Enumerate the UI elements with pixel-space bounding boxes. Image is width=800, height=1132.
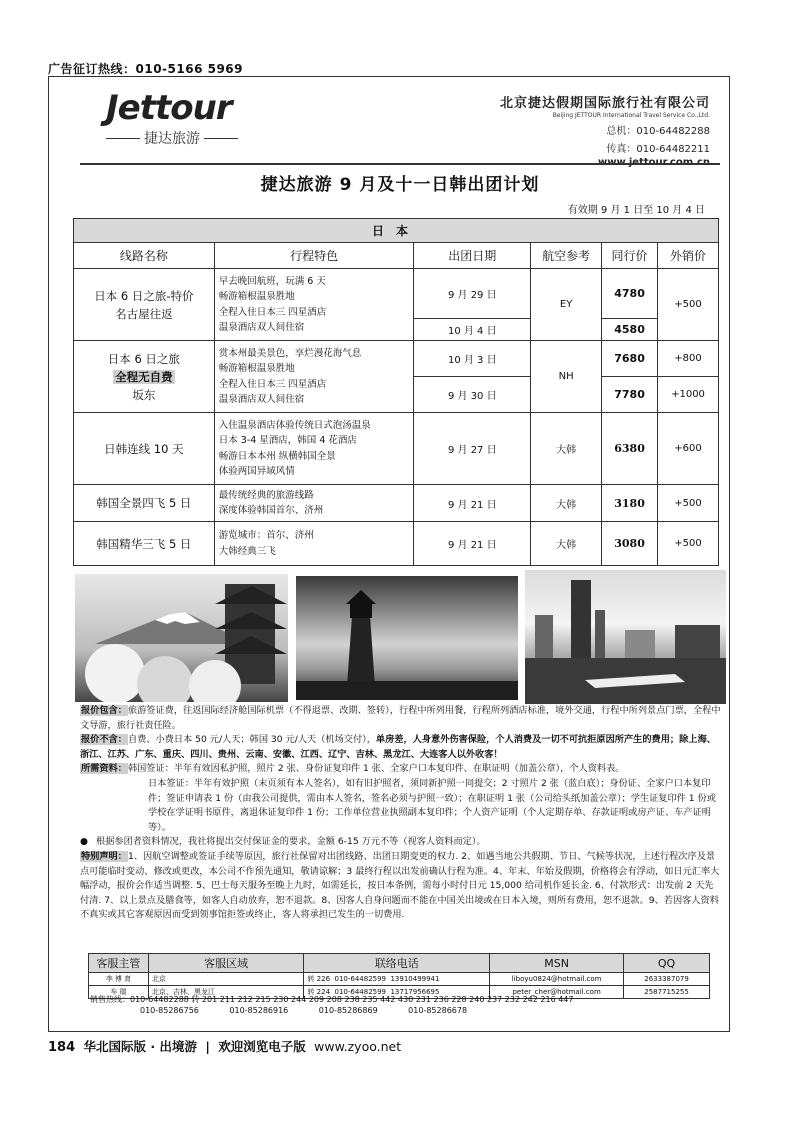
company-fax: 传真：010-64482211: [606, 144, 710, 155]
feature-line: 畅游箱根温泉胜地: [218, 291, 295, 302]
svc-mobile: 13717956695: [390, 988, 440, 996]
route-features: [214, 341, 414, 413]
col-date: 出团日期: [414, 243, 531, 269]
table-row: [74, 485, 719, 522]
svc-msn[interactable]: peter_cher@hotmail.com: [490, 986, 624, 999]
peer-price: 3080: [602, 522, 658, 566]
ad-hotline: 广告征订热线：010-5166 5969: [48, 62, 244, 76]
svc-tel: 010-64482599: [334, 988, 387, 996]
customer-service-table: [88, 953, 710, 999]
sales-line-1: 销售热线：010-64482288 转 201 211 212 215 230 244 209 208 238 235 442 430 231 236 228 240 237 232 242 216 447: [90, 995, 574, 1004]
header-divider: [80, 163, 720, 165]
svc-name: 李 博 育: [89, 973, 149, 986]
logo-brand: Jettour: [106, 88, 232, 128]
feature-line: 全程入住日本三 四星酒店: [218, 378, 327, 390]
page-footer: [48, 1037, 401, 1055]
departure-date: 9 月 29 日: [414, 269, 531, 319]
peer-price: 7680: [602, 341, 658, 377]
route-features: [214, 485, 414, 522]
feature-line: 日本 3-4 星酒店，韩国 4 花酒店: [218, 435, 357, 446]
feature-line: 入住温泉酒店体验传统日式泡汤温泉: [218, 419, 371, 431]
svc-qq: 2587715255: [624, 986, 710, 999]
route-name: [74, 269, 215, 341]
feature-line: 最传统经典的旅游线路: [218, 489, 314, 501]
col-peer-price: 同行价: [602, 243, 658, 269]
col-retail-price: 外销价: [658, 243, 719, 269]
docs-korea: 韩国签证：半年有效因私护照，照片 2 张、身份证复印件 1 张、全家户口本复印件、在职证明（加盖公章），个人资料表。: [127, 763, 625, 775]
route-line: 日本 6 日之旅: [107, 351, 180, 366]
airline: 大韩: [531, 522, 602, 566]
footer-url[interactable]: www.zyoo.net: [314, 1039, 402, 1054]
terms-notes: [80, 704, 722, 923]
lighthouse-photo: [296, 576, 518, 700]
airline: EY: [531, 269, 602, 341]
table-row: [74, 522, 719, 566]
table-header-row: [74, 243, 719, 269]
retail-price: +1000: [658, 377, 719, 413]
feature-line: 畅游日本本州 纵横韩国全景: [218, 450, 336, 462]
company-name-cn: 北京捷达假期国际旅行社有限公司: [499, 96, 710, 111]
footer-section: 华北国际版 · 出境游: [83, 1039, 197, 1054]
feature-line: 全程入住日本三 四星酒店: [218, 306, 327, 318]
airline: NH: [531, 341, 602, 413]
city-skyline-photo: [525, 570, 726, 704]
peer-price: 6380: [602, 413, 658, 485]
excluded-text-a: 自费、小费日本 50 元/人天；韩国 30 元/人天（机场交付），: [127, 734, 376, 746]
special-text: 1、因航空调整或签证手续等原因，旅行社保留对出团线路、出团日期变更的权力. 2、如遇当地公共假期、节日、气候等状况，上述行程次序及景点可能临时变动、修改或更改，本公司不作预先通知，敬请谅解；3 最终行程以出发前确认行程为准。4、年末、年始及假期，价格将会有浮动，如日元汇率大幅浮动，报价会作适当调整. 5、巴士每天服务至晚上九时，如需延长，按日本条例，需每小时付日元 15,000 给司机作延长金. 6、付款形式：出发前 2 天先付清. 7、以上景点及膳食等，如客人自动放弃，恕不退款。8、因客人自身问题而不能在中国关出境或在日本入境，则所有费用，恕不退款。9、若因客人资料不真实或其它客观原因而受到领事馆拒签或终止，客人将承担已发生的一切费用.: [80, 850, 720, 921]
feature-line: 温泉酒店双人间住宿: [218, 394, 305, 405]
retail-price: +500: [658, 269, 719, 341]
col-route: 线路名称: [74, 243, 215, 269]
route-line: 坂东: [132, 387, 156, 402]
company-name-en: Beijing JETTOUR International Travel Service Co.,Ltd.: [552, 112, 710, 119]
excluded-label: 报价不含：: [81, 734, 127, 746]
svc-col-manager: 客服主管: [89, 954, 149, 973]
included-note: [80, 704, 722, 733]
docs-note: [80, 762, 722, 777]
route-name: 日韩连线 10 天: [74, 413, 215, 485]
svc-name: 车 瑞: [89, 986, 149, 999]
docs-label: 所需资料：: [81, 763, 127, 775]
airline: 大韩: [531, 485, 602, 522]
peer-price: 7780: [602, 377, 658, 413]
docs-japan: 日本签证：半年有效护照（末页须有本人签名），如有旧护照者，须同新护照一同提交；2 寸照片 2 张（蓝白底）；身份证、全家户口本复印件；签证申请表 1 份（由我公司提供，需由本人签名，签名必须与护照一致）；在职证明 1 张（公司给头纸加盖公章）；学生证复印件 1 份或学校在学证明书原件，离退休证复印件 1 份；工作单位营业执照副本复印件；个人资产证明（个人定期存单、存款证明或房产证、车产证明等）。: [148, 777, 716, 833]
route-features: [214, 269, 414, 341]
peer-price: 4580: [602, 319, 658, 341]
company-info: [500, 92, 710, 168]
jettour-logo: [106, 90, 238, 152]
route-line: 名古屋往返: [115, 306, 173, 321]
route-line: 日本 6 日之旅-特价: [94, 288, 194, 303]
validity-period: 有效期 9 月 1 日至 10 月 4 日: [567, 205, 705, 216]
svc-col-phone: 联络电话: [304, 954, 490, 973]
retail-price: +800: [658, 341, 719, 377]
feature-line: 温泉酒店双人间住宿: [218, 322, 305, 333]
sales-hotline: [90, 994, 573, 1016]
peer-price: 3180: [602, 485, 658, 522]
sales-line-2: 010-85286756 010-85286916 010-85286869 010-85286678: [140, 1006, 468, 1015]
svc-area: 北京、吉林、黑龙江: [148, 986, 304, 999]
svc-col-area: 客服区域: [148, 954, 304, 973]
retail-price: +600: [658, 413, 719, 485]
photo-strip: [75, 570, 726, 704]
departure-date: 9 月 30 日: [414, 377, 531, 413]
table-row: [74, 269, 719, 319]
svc-area: 北京: [148, 973, 304, 986]
logo-sub: [106, 128, 238, 148]
svc-header-row: [89, 954, 710, 973]
col-features: 行程特色: [214, 243, 414, 269]
peer-price: 4780: [602, 269, 658, 319]
special-label: 特别声明：: [81, 850, 127, 862]
feature-line: 赏本州最美景色，享烂漫花海气息: [218, 347, 362, 359]
retail-price: +500: [658, 485, 719, 522]
excluded-note: [80, 733, 722, 762]
svc-ext: 转 226: [307, 975, 331, 983]
svc-qq: 2633387079: [624, 973, 710, 986]
retail-price: +500: [658, 522, 719, 566]
feature-line: 深度体验韩国首尔、济州: [218, 505, 324, 516]
airline: 大韩: [531, 413, 602, 485]
svc-tel: 010-64482599: [334, 975, 387, 983]
departure-date: 9 月 27 日: [414, 413, 531, 485]
feature-line: 游览城市：首尔、济州: [218, 530, 314, 541]
route-name: 韩国全景四飞 5 日: [74, 485, 215, 522]
feature-line: 大韩经典三飞: [218, 545, 276, 557]
included-text: 旅游签证费，往返国际经济舱国际机票（不得退票、改期、签转），行程中所列用餐，行程所列酒店标准，境外交通，行程中所列景点门票，全程中文导游，旅行社责任险。: [80, 705, 721, 731]
no-extra-fee-badge: 全程无自费: [115, 369, 173, 384]
svc-col-msn: MSN: [490, 954, 624, 973]
svc-mobile: 13910499941: [390, 975, 440, 983]
feature-line: 体验两国异域风情: [218, 466, 295, 477]
svc-msn[interactable]: liboyu0824@hotmail.com: [490, 973, 624, 986]
logo-sub-text: 捷达旅游: [144, 131, 200, 147]
departure-date: 10 月 3 日: [414, 341, 531, 377]
feature-line: 畅游箱根温泉胜地: [218, 363, 295, 374]
deposit-text: 根据参团者资料情况，我社将提出交付保证金的要求，金额 6-15 万元不等（视客人资料而定）。: [96, 836, 486, 848]
mount-fuji-photo: [75, 574, 288, 702]
excluded-text-b: 单房差，人身意外伤害保险，个人消费及一切不可抗拒原因所产生的费用；除上海、浙江、江苏、广东、重庆、四川、贵州、云南、安徽、江西、辽宁、吉林、黑龙江、大连客人以外收客！: [80, 734, 716, 760]
region-header: 日本: [74, 219, 719, 243]
route-features: [214, 413, 414, 485]
footer-separator: |: [205, 1039, 210, 1054]
departure-date: 9 月 21 日: [414, 522, 531, 566]
page-title: 捷达旅游 9 月及十一日韩出团计划: [260, 175, 540, 195]
footer-slogan: 欢迎浏览电子版: [218, 1039, 306, 1054]
included-label: 报价包含：: [81, 705, 127, 716]
route-name: 韩国精华三飞 5 日: [74, 522, 215, 566]
special-note: [80, 850, 722, 923]
itinerary-table: [73, 218, 719, 566]
table-row: [89, 973, 710, 986]
feature-line: 早去晚回航班，玩满 6 天: [218, 275, 326, 287]
page-number: 184: [48, 1040, 76, 1055]
route-features: [214, 522, 414, 566]
deposit-note: [80, 835, 722, 850]
col-airline: 航空参考: [531, 243, 602, 269]
table-row: [74, 413, 719, 485]
route-name: [74, 341, 215, 413]
table-row: [74, 341, 719, 377]
departure-date: 10 月 4 日: [414, 319, 531, 341]
svc-col-qq: QQ: [624, 954, 710, 973]
bullet-icon: ●: [80, 836, 89, 848]
svc-ext: 转 224: [307, 988, 331, 996]
svc-phone: [304, 973, 490, 986]
company-phone: 总机：010-64482288: [606, 126, 710, 137]
departure-date: 9 月 21 日: [414, 485, 531, 522]
